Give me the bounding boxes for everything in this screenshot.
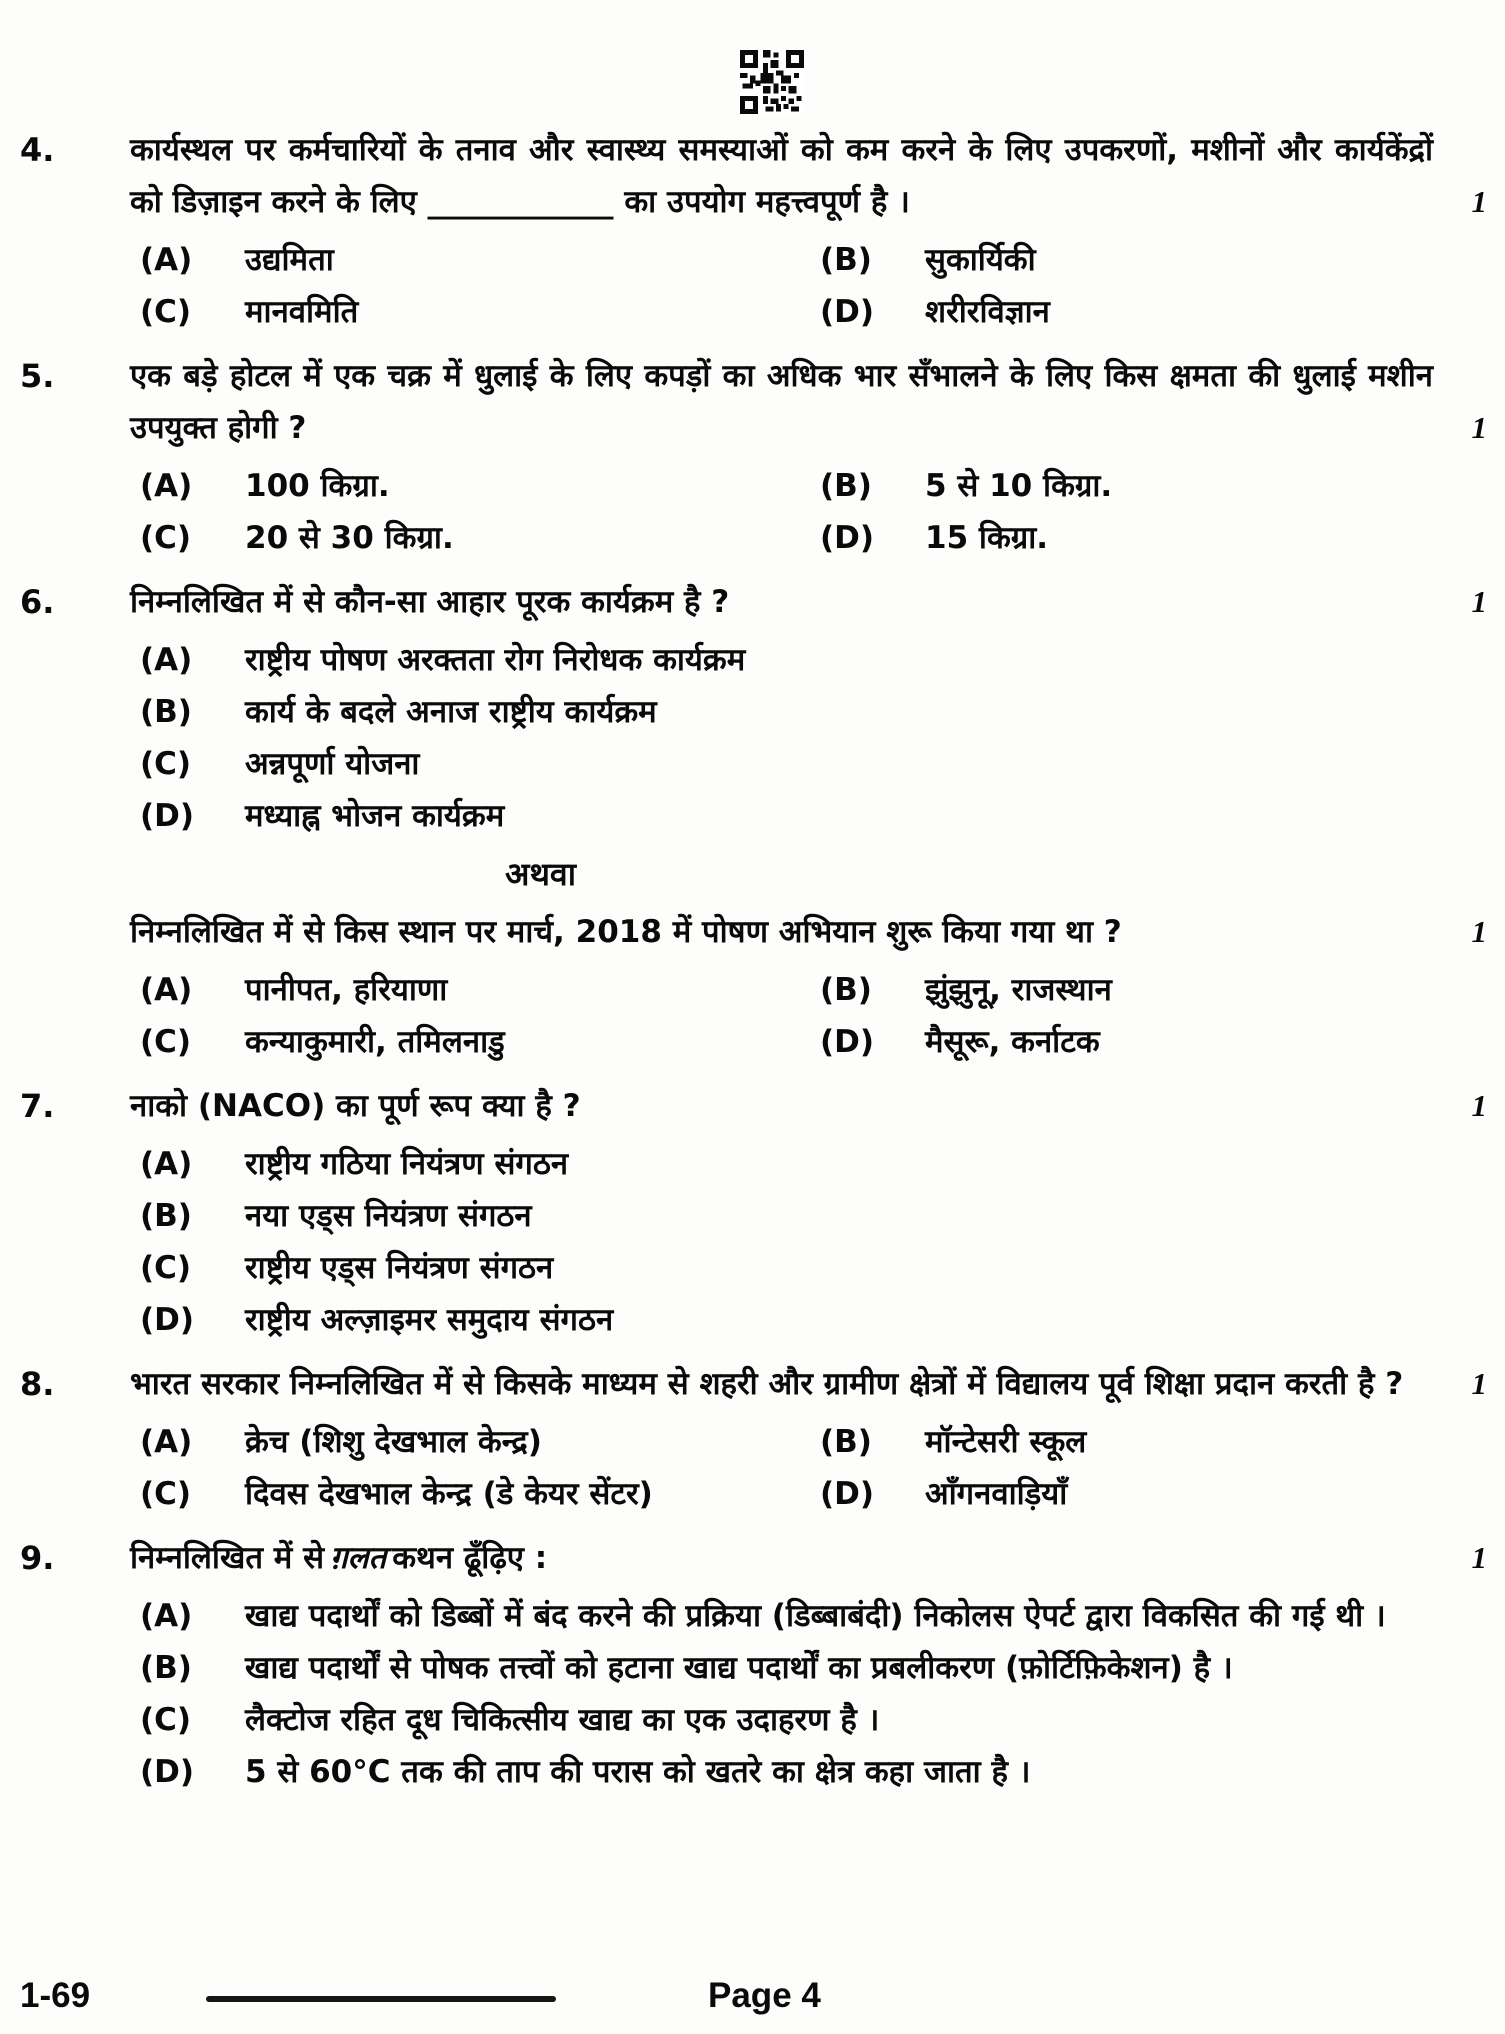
option-text: राष्ट्रीय पोषण अरक्तता रोग निरोधक कार्यक्रम bbox=[245, 642, 746, 678]
option-text: मॉन्टेसरी स्कूल bbox=[925, 1424, 1087, 1460]
options-list bbox=[130, 234, 1487, 338]
option-letter: (A) bbox=[140, 242, 193, 278]
paper-code: 1-69 bbox=[20, 1976, 91, 2015]
option-a bbox=[130, 460, 810, 512]
option-text: 100 किग्रा. bbox=[245, 468, 390, 504]
question-text-emphasis: ग़लत bbox=[330, 1540, 387, 1576]
page-footer bbox=[0, 1974, 1505, 2018]
options-list bbox=[130, 460, 1487, 564]
option-letter: (A) bbox=[140, 1424, 193, 1460]
option-text: मानवमिति bbox=[245, 294, 359, 330]
option-b bbox=[810, 1416, 1487, 1468]
question-6 bbox=[0, 576, 1505, 1068]
option-b bbox=[130, 1190, 1487, 1242]
option-b bbox=[130, 686, 1487, 738]
option-text: मैसूरू, कर्नाटक bbox=[925, 1024, 1100, 1060]
option-letter: (D) bbox=[140, 1754, 195, 1790]
question-text-prefix: निम्नलिखित में से bbox=[130, 1540, 325, 1576]
option-b bbox=[810, 234, 1487, 286]
option-text: कन्याकुमारी, तमिलनाडु bbox=[245, 1024, 505, 1060]
question-text-suffix: कथन ढूँढ़िए : bbox=[392, 1540, 548, 1576]
option-text: उद्यमिता bbox=[245, 242, 334, 278]
question-7 bbox=[0, 1080, 1505, 1346]
option-b bbox=[810, 964, 1487, 1016]
options-list bbox=[130, 1416, 1487, 1520]
question-number: 8. bbox=[20, 1365, 55, 1403]
option-a bbox=[130, 1416, 810, 1468]
option-text: राष्ट्रीय अल्ज़ाइमर समुदाय संगठन bbox=[245, 1302, 614, 1338]
option-d bbox=[810, 286, 1487, 338]
option-letter: (A) bbox=[140, 972, 193, 1008]
question-number: 7. bbox=[20, 1087, 55, 1125]
option-text: राष्ट्रीय एड्स नियंत्रण संगठन bbox=[245, 1250, 554, 1286]
option-d bbox=[810, 1468, 1487, 1520]
option-letter: (D) bbox=[820, 520, 875, 556]
option-d bbox=[130, 1294, 1487, 1346]
option-text: कार्य के बदले अनाज राष्ट्रीय कार्यक्रम bbox=[245, 694, 657, 730]
option-text: 15 किग्रा. bbox=[925, 520, 1049, 556]
option-a bbox=[130, 1590, 1487, 1642]
option-text: खाद्य पदार्थों को डिब्बों में बंद करने की प्रक्रिया (डिब्बाबंदी) निकोलस ऐपर्ट द्वारा विकसित की गई थी । bbox=[245, 1598, 1386, 1634]
option-text: मध्याह्न भोजन कार्यक्रम bbox=[245, 798, 505, 834]
option-b bbox=[810, 460, 1487, 512]
option-d bbox=[130, 1746, 1487, 1798]
option-text: राष्ट्रीय गठिया नियंत्रण संगठन bbox=[245, 1146, 569, 1182]
option-letter: (C) bbox=[140, 1250, 192, 1286]
or-separator: अथवा bbox=[505, 855, 576, 893]
options-list bbox=[130, 1590, 1487, 1798]
question-6-alternative bbox=[130, 906, 1487, 1068]
option-letter: (D) bbox=[820, 294, 875, 330]
option-letter: (B) bbox=[820, 1424, 872, 1460]
options-list bbox=[130, 1138, 1487, 1346]
option-letter: (D) bbox=[140, 798, 195, 834]
option-letter: (C) bbox=[140, 520, 192, 556]
question-number: 6. bbox=[20, 583, 55, 621]
question-number: 4. bbox=[20, 131, 55, 169]
option-d bbox=[810, 512, 1487, 564]
marks-value: 1 bbox=[1471, 1088, 1487, 1123]
question-text bbox=[130, 1532, 1433, 1584]
question-text: भारत सरकार निम्नलिखित में से किसके माध्यम से शहरी और ग्रामीण क्षेत्रों में विद्यालय पूर्व शिक्षा प्रदान करती है ? bbox=[130, 1366, 1404, 1402]
qr-code bbox=[740, 50, 804, 114]
question-5 bbox=[0, 350, 1505, 564]
option-letter: (D) bbox=[820, 1476, 875, 1512]
option-letter: (B) bbox=[140, 1650, 192, 1686]
option-letter: (D) bbox=[820, 1024, 875, 1060]
marks-value: 1 bbox=[1471, 914, 1487, 949]
option-c bbox=[130, 1694, 1487, 1746]
option-letter: (C) bbox=[140, 1476, 192, 1512]
option-text: सुकार्यिकी bbox=[925, 242, 1036, 278]
option-c bbox=[130, 1016, 810, 1068]
option-text: आँगनवाड़ियाँ bbox=[925, 1476, 1068, 1512]
option-d bbox=[810, 1016, 1487, 1068]
option-letter: (B) bbox=[820, 972, 872, 1008]
option-letter: (A) bbox=[140, 1598, 193, 1634]
option-text: अन्नपूर्णा योजना bbox=[245, 746, 420, 782]
option-letter: (C) bbox=[140, 1702, 192, 1738]
option-text: शरीरविज्ञान bbox=[925, 294, 1050, 330]
option-text: पानीपत, हरियाणा bbox=[245, 972, 448, 1008]
option-text: नया एड्स नियंत्रण संगठन bbox=[245, 1198, 532, 1234]
option-c bbox=[130, 1242, 1487, 1294]
option-text: झुंझुनू, राजस्थान bbox=[925, 972, 1112, 1008]
option-text: खाद्य पदार्थों से पोषक तत्त्वों को हटाना खाद्य पदार्थों का प्रबलीकरण (फ़ोर्टिफ़िकेशन) है । bbox=[245, 1650, 1233, 1686]
questions-area bbox=[0, 124, 1505, 1810]
option-text: दिवस देखभाल केन्द्र (डे केयर सेंटर) bbox=[245, 1476, 653, 1512]
option-a bbox=[130, 964, 810, 1016]
option-a bbox=[130, 634, 1487, 686]
option-letter: (A) bbox=[140, 468, 193, 504]
marks-value: 1 bbox=[1471, 410, 1487, 445]
options-list bbox=[130, 634, 1487, 842]
question-number: 5. bbox=[20, 357, 55, 395]
option-letter: (B) bbox=[140, 694, 192, 730]
option-c bbox=[130, 738, 1487, 790]
option-letter: (C) bbox=[140, 746, 192, 782]
option-b bbox=[130, 1642, 1487, 1694]
question-4 bbox=[0, 124, 1505, 338]
question-number: 9. bbox=[20, 1539, 55, 1577]
option-letter: (A) bbox=[140, 642, 193, 678]
option-c bbox=[130, 286, 810, 338]
option-letter: (A) bbox=[140, 1146, 193, 1182]
footer-divider bbox=[206, 1996, 556, 2002]
option-text: लैक्टोज रहित दूध चिकित्सीय खाद्य का एक उदाहरण है । bbox=[245, 1702, 880, 1738]
option-text: क्रेच (शिशु देखभाल केन्द्र) bbox=[245, 1424, 542, 1460]
marks-value: 1 bbox=[1471, 584, 1487, 619]
option-text: 20 से 30 किग्रा. bbox=[245, 520, 454, 556]
option-letter: (B) bbox=[820, 468, 872, 504]
question-9 bbox=[0, 1532, 1505, 1798]
question-text: कार्यस्थल पर कर्मचारियों के तनाव और स्वास्थ्य समस्याओं को कम करने के लिए उपकरणों, मशीनों और कार्यकेंद्रों को डिज़ाइन करने के लिए ____________ का उपयोग महत्त्वपूर्ण है । bbox=[130, 132, 1433, 220]
option-letter: (C) bbox=[140, 294, 192, 330]
option-a bbox=[130, 234, 810, 286]
option-c bbox=[130, 512, 810, 564]
option-c bbox=[130, 1468, 810, 1520]
marks-value: 1 bbox=[1471, 1366, 1487, 1401]
question-text: नाको (NACO) का पूर्ण रूप क्या है ? bbox=[130, 1088, 581, 1124]
question-8 bbox=[0, 1358, 1505, 1520]
option-letter: (D) bbox=[140, 1302, 195, 1338]
page-number: Page 4 bbox=[708, 1976, 821, 2015]
option-text: 5 से 10 किग्रा. bbox=[925, 468, 1113, 504]
marks-value: 1 bbox=[1471, 1540, 1487, 1575]
marks-value: 1 bbox=[1471, 184, 1487, 219]
options-list bbox=[130, 964, 1487, 1068]
question-text: निम्नलिखित में से किस स्थान पर मार्च, 2018 में पोषण अभियान शुरू किया गया था ? bbox=[130, 914, 1122, 950]
option-a bbox=[130, 1138, 1487, 1190]
question-text: एक बड़े होटल में एक चक्र में धुलाई के लिए कपड़ों का अधिक भार सँभालने के लिए किस क्षमता की धुलाई मशीन उपयुक्त होगी ? bbox=[130, 358, 1433, 446]
option-text: 5 से 60°C तक की ताप की परास को खतरे का क्षेत्र कहा जाता है । bbox=[245, 1754, 1031, 1790]
option-letter: (C) bbox=[140, 1024, 192, 1060]
option-letter: (B) bbox=[140, 1198, 192, 1234]
question-text: निम्नलिखित में से कौन-सा आहार पूरक कार्यक्रम है ? bbox=[130, 584, 730, 620]
option-letter: (B) bbox=[820, 242, 872, 278]
option-d bbox=[130, 790, 1487, 842]
